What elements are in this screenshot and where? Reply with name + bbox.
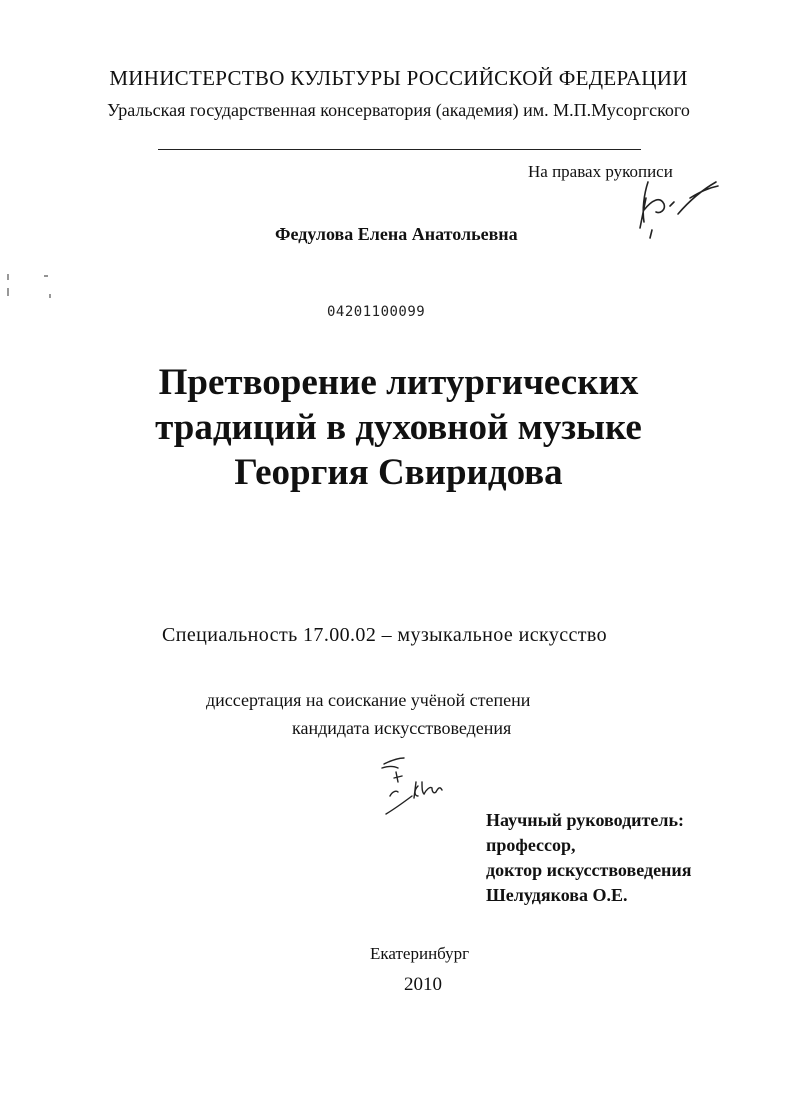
handwritten-mark-icon [378,752,458,822]
author-name: Федулова Елена Анатольевна [275,224,518,244]
degree-name: кандидата искусствоведения [292,718,512,738]
supervisor-name: Шелудякова О.Е. [486,885,628,905]
scan-speck-icon [4,270,64,310]
year: 2010 [404,974,442,995]
catalog-number: 04201100099 [327,304,426,320]
title-line: Претворение литургических [158,362,639,403]
signature-icon [630,170,730,240]
institution-name: Уральская государственная консерватория (академия) им. М.П.Мусоргского [107,100,690,120]
header-divider [158,149,641,150]
supervisor-block [486,808,692,908]
city: Екатеринбург [370,944,470,963]
dissertation-type: диссертация на соискание учёной степени [206,690,531,710]
dissertation-title [0,360,797,495]
supervisor-rank: профессор, [486,835,576,855]
ministry-heading: МИНИСТЕРСТВО КУЛЬТУРЫ РОССИЙСКОЙ ФЕДЕРАЦИИ [109,66,688,90]
supervisor-heading: Научный руководитель: [486,810,684,830]
specialty-line: Специальность 17.00.02 – музыкальное искусство [162,624,608,646]
title-line: традиций в духовной музыке [155,407,642,448]
supervisor-degree: доктор искусствоведения [486,860,692,880]
rights-note: На правах рукописи [528,162,673,181]
title-line: Георгия Свиридова [234,452,563,493]
